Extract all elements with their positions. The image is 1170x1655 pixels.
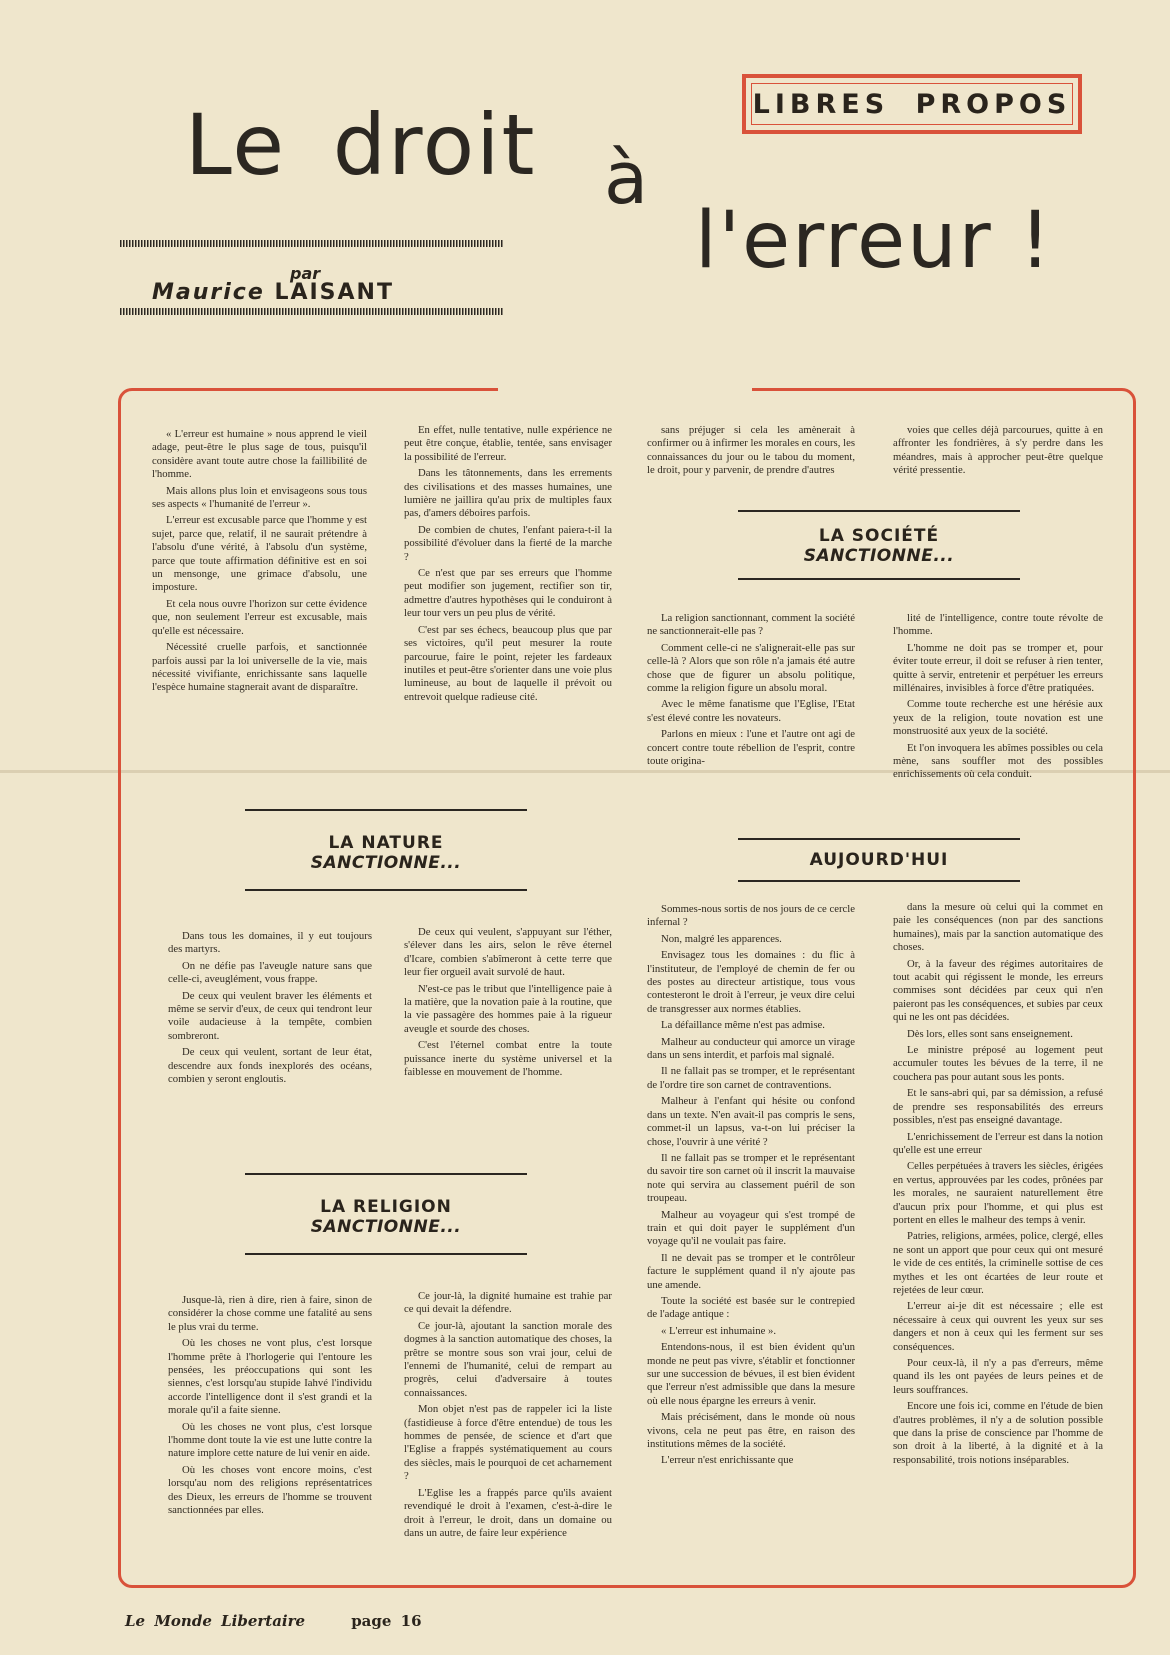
byline-par: par: [290, 264, 321, 283]
paragraph: Il ne devait pas se tromper et le contrôleur facture le supplément quand il n'y ajoute pas une amende.: [647, 1251, 855, 1291]
column-2-intro: [404, 424, 612, 707]
paragraph: lité de l'intelligence, contre toute révolte de l'homme.: [893, 612, 1103, 638]
heading-aujourdhui: AUJOURD'HUI: [738, 838, 1020, 882]
heading-religion: LA RELIGION SANCTIONNE...: [245, 1173, 527, 1255]
paragraph: Le ministre préposé au logement peut accumuler toutes les bévues de la terre, il ne couchera pas pour autant sous les ponts.: [893, 1044, 1103, 1083]
author-last-name: LAISANT: [274, 280, 394, 305]
column-3-aujourdhui: [647, 903, 855, 1471]
paragraph: En effet, nulle tentative, nulle expérience ne peut être conçue, établie, tentée, sans envisager la possibilité de l'erreur.: [404, 424, 612, 463]
paragraph: On ne défie pas l'aveugle nature sans que celle-ci, aveuglément, vous frappe.: [168, 959, 372, 986]
paragraph: Nécessité cruelle parfois, et sanctionnée parfois aussi par la loi universelle de la vie, mais nécessité vivifiante, enrichissante sans laquelle l'espèce humaine stagnerait avant de disparaître.: [152, 641, 367, 694]
author-first-name: Maurice: [152, 280, 265, 305]
paragraph: Malheur à l'enfant qui hésite ou confond dans un texte. N'en avait-il pas compris le sens, commet-il un lapsus, va-t-on lui préciser la chose, l'ouvrir à une vérité ?: [647, 1095, 855, 1148]
paragraph: Sommes-nous sortis de nos jours de ce cercle infernal ?: [647, 903, 855, 929]
column-2-nature: [404, 926, 612, 1082]
paragraph: Et l'on invoquera les abîmes possibles ou cela mène, sans souffler mot des possibles enrichissements où cela conduit.: [893, 741, 1103, 781]
paragraph: Entendons-nous, il est bien évident qu'un monde ne peut pas vivre, s'établir et fonctionner sur une succession de bévues, il est bien évident que l'erreur n'est admissible que dans la mesure où elle nous épargne les erreurs à venir.: [647, 1341, 855, 1407]
column-banner-text: LIBRES PROPOS: [751, 83, 1073, 125]
paragraph: Jusque-là, rien à dire, rien à faire, sinon de considérer la chose comme une fatalité au sens le plus vrai du terme.: [168, 1294, 372, 1333]
paragraph: La religion sanctionnant, comment la société ne sanctionnerait-elle pas ?: [647, 612, 855, 638]
paragraph: Mon objet n'est pas de rappeler ici la liste (fastidieuse à force d'être entendue) de tous les hommes de pensée, de science et d'art que l'Eglise a frappés systématiquement au cours des siècles, mais le pourquoi de cet acharnement ?: [404, 1403, 612, 1483]
heading-nature: LA NATURE SANCTIONNE...: [245, 809, 527, 891]
paragraph: Toute la société est basée sur le contrepied de l'adage antique :: [647, 1294, 855, 1321]
footer-publication: Le Monde Libertaire: [125, 1612, 306, 1630]
paragraph: L'Eglise les a frappés parce qu'ils avaient revendiqué le droit à l'examen, c'est-à-dire le droit à l'erreur, le droit, dans un domaine ou dans un autre, de faire leur expérience: [404, 1486, 612, 1539]
paragraph: Parlons en mieux : l'une et l'autre ont agi de concert contre toute rébellion de l'esprit, contre toute origina-: [647, 728, 855, 768]
paragraph: Pour ceux-là, il n'y a pas d'erreurs, même quand ils les ont payées de leurs peines et de leurs souffrances.: [893, 1357, 1103, 1396]
headline-line2: l'erreur !: [695, 196, 1053, 286]
paragraph: Ce jour-là, la dignité humaine est trahie par ce qui devait la défendre.: [404, 1290, 612, 1316]
column-1-intro: [152, 428, 367, 698]
column-banner: [742, 74, 1082, 134]
column-1-religion: [168, 1294, 372, 1521]
paragraph: Et cela nous ouvre l'horizon sur cette évidence que, non seulement l'erreur est excusable, mais qu'elle est nécessaire.: [152, 597, 367, 637]
paragraph: Envisagez tous les domaines : du flic à l'instituteur, de l'employé de chemin de fer ou des postes au directeur artistique, tous vous contesteront le droit à l'erreur, je veux dire celui de transgresser aux normes établies.: [647, 949, 855, 1015]
paragraph: C'est par ses échecs, beaucoup plus que par ses victoires, qu'il peut mesurer la route parcourue, faire le point, rejeter les fardeaux inutiles et peut-être s'orienter dans une voie plus lumineuse, au bout de laquelle il prévoit ou entrevoit quelque radieuse cité.: [404, 623, 612, 703]
paragraph: Non, malgré les apparences.: [661, 932, 782, 945]
column-4-aujourdhui: [893, 901, 1103, 1470]
page-footer: [125, 1612, 422, 1630]
paragraph: voies que celles déjà parcourues, quitte à en affronter les fondrières, à s'y perdre dans les méandres, mais à approcher peut-être quelque vérité pressentie.: [893, 424, 1103, 477]
column-1-nature: [168, 930, 372, 1089]
paragraph: « L'erreur est inhumaine ».: [661, 1324, 776, 1337]
paragraph: Dans les tâtonnements, dans les errements des civilisations et des masses humaines, une lumière ne jaillira qu'au prix de multiples faux pas, d'amers déboires parfois.: [404, 467, 612, 520]
paragraph: Avec le même fanatisme que l'Eglise, l'Etat s'est élevé contre les novateurs.: [647, 698, 855, 724]
column-4-societe: [893, 612, 1103, 785]
paragraph: Mais précisément, dans le monde où nous vivons, cela ne peut pas être, en raison des institutions mêmes de la société.: [647, 1411, 855, 1451]
paragraph: Celles perpétuées à travers les siècles, érigées en vertus, approuvées par les codes, prônées par les morales, ne sauraient naturellement être d'aucun prix pour l'homme, et qui plus est portent en elles le malheur des temps à venir.: [893, 1160, 1103, 1226]
paragraph: C'est l'éternel combat entre la toute puissance inerte du système universel et la faiblesse en mouvement de l'homme.: [404, 1039, 612, 1079]
paragraph: Comment celle-ci ne s'alignerait-elle pas sur celle-là ? Alors que son rôle n'a jamais été autre chose que de figurer un absolu politique, comme la religion figure un absolu moral.: [647, 641, 855, 695]
footer-page-number: page 16: [351, 1612, 422, 1630]
paragraph: Où les choses vont encore moins, c'est lorsqu'au nom des religions représentatrices des Dieux, les erreurs de l'homme se trouvent sanctionnées par elles.: [168, 1463, 372, 1517]
paragraph: L'erreur est excusable parce que l'homme y est sujet, parce que, relatif, il ne saurait prétendre à l'absolu d'une vérité, à l'absolu d'un système, parce que toute affirmation définitive est en soi un mensonge, une grimace d'absolu, une imposture.: [152, 514, 367, 594]
paragraph: Patries, religions, armées, police, clergé, elles ne sont un apport que pour ceux qui ont mesuré le vide de ces entités, la criminelle sottise de ces mythes et les ont écartées de leur route et rejetées de leur cœur.: [893, 1230, 1103, 1296]
paragraph: De ceux qui veulent, sortant de leur état, descendre aux fonds inexplorés des océans, combien y seront engloutis.: [168, 1046, 372, 1086]
paragraph: Ce n'est que par ses erreurs que l'homme peut modifier son jugement, rectifier son tir, admettre d'autres hypothèses qui le conduiront à leur tour vers un peu plus de vérité.: [404, 567, 612, 620]
column-4-intro: [893, 424, 1103, 481]
paragraph: Où les choses ne vont plus, c'est lorsque l'homme prête à l'horlogerie qui l'entoure les pensées, les préoccupations qui sont les siennes, c'est lorsqu'au stupide Iahvé l'individu accorde l'intelligence dont il s'est grandi et la morale qu'il a faite sienne.: [168, 1337, 372, 1417]
byline-author: [152, 280, 394, 305]
heading-societe: LA SOCIÉTÉ SANCTIONNE...: [738, 510, 1020, 580]
paragraph: De combien de chutes, l'enfant paiera-t-il la possibilité d'évoluer dans la fierté de la marche ?: [404, 523, 612, 563]
paragraph: Encore une fois ici, comme en l'étude de bien d'autres problèmes, il n'y a de solution possible que dans la prise de conscience par l'homme de son droit à la liberté, à la dignité et à la responsabilité, trois notions inséparables.: [893, 1400, 1103, 1466]
paragraph: N'est-ce pas le tribut que l'intelligence paie à la matière, que la novation paie à la routine, que la vie passagère des hommes paie à la rigueur aveugle et sourde des choses.: [404, 982, 612, 1035]
paragraph: La défaillance même n'est pas admise.: [661, 1019, 825, 1032]
paragraph: Dès lors, elles sont sans enseignement.: [907, 1027, 1073, 1040]
paragraph: dans la mesure où celui qui la commet en paie les conséquences (non par des sanctions humaines), mais par la sanction automatique des choses.: [893, 901, 1103, 954]
paragraph: Comme toute recherche est une hérésie aux yeux de la religion, toute novation est une monstruosité aux yeux de la société.: [893, 698, 1103, 738]
paragraph: Malheur au voyageur qui s'est trompé de train et qui doit payer le supplément d'un voyage qu'il ne voulait pas faire.: [647, 1208, 855, 1248]
paragraph: Ce jour-là, ajoutant la sanction morale des dogmes à la sanction automatique des choses, la prêtre se montre sous son vrai jour, celui de l'ennemi de l'humanité, celui de rempart au progrès, celui d'adversaire à toutes connaissances.: [404, 1319, 612, 1399]
paragraph: De ceux qui veulent braver les éléments et même se servir d'eux, de ceux qui tendront leur voile audacieuse à la tempête, combien sombreront.: [168, 989, 372, 1042]
column-3-intro: [647, 424, 855, 481]
paragraph: Or, à la faveur des régimes autoritaires de tout acabit qui régissent le monde, les erreurs commises sont décidées par ceux qui n'en paieront pas les conséquences, et subies par ceux qui ne les ont pas décidées.: [893, 957, 1103, 1024]
paragraph: Malheur au conducteur qui amorce un virage dans un sens interdit, et parfois mal signalé.: [647, 1035, 855, 1062]
paragraph: « L'erreur est humaine » nous apprend le vieil adage, peut-être le plus sage de tous, puisqu'il considère avant toute autre chose la faillibilité de l'homme.: [152, 428, 367, 481]
paragraph: L'erreur n'est enrichissante que: [661, 1454, 794, 1467]
paragraph: sans préjuger si cela les amènerait à confirmer ou à infirmer les morales en cours, les connaissances du jour ou le tabou du moment, le droit, pour y parvenir, de prendre d'autres: [647, 424, 855, 477]
paragraph: Où les choses ne vont plus, c'est lorsque l'homme dont toute la vie est une lutte contre la nature implore cette nature de lui venir en aide.: [168, 1420, 372, 1460]
headline-line1: Le droit: [185, 96, 537, 194]
byline-rule-top: [120, 240, 503, 247]
paragraph: Dans tous les domaines, il y eut toujours des martyrs.: [168, 930, 372, 956]
paragraph: L'enrichissement de l'erreur est dans la notion qu'elle est une erreur: [893, 1130, 1103, 1156]
column-3-societe: [647, 612, 855, 771]
headline-a: à: [604, 136, 649, 220]
column-2-religion: [404, 1290, 612, 1543]
paragraph: L'homme ne doit pas se tromper et, pour éviter toute erreur, il doit se refuser à rien tenter, quitte à servir, entretenir et perpétuer les erreurs millénaires, invisibles à force d'être pratiquées.: [893, 641, 1103, 695]
paragraph: Il ne fallait pas se tromper et le représentant du savoir tire son carnet où il inscrit la mauvaise note qui servira au classement puéril de son troupeau.: [647, 1151, 855, 1205]
paragraph: Mais allons plus loin et envisageons sous tous ses aspects « l'humanité de l'erreur ».: [152, 484, 367, 511]
paragraph: De ceux qui veulent, s'appuyant sur l'éther, s'élever dans les airs, selon le rêve éternel d'Icare, combien s'abîmeront à cette terre que leur fier orgueil avait survolé de haut.: [404, 926, 612, 979]
paragraph: Il ne fallait pas se tromper, et le représentant de l'ordre tire son carnet de contraventions.: [647, 1065, 855, 1091]
paragraph: Et le sans-abri qui, par sa démission, a refusé de prendre ses responsabilités des erreurs possibles, n'est pas enseigné davantage.: [893, 1087, 1103, 1127]
byline-rule-bottom: [120, 308, 503, 315]
paragraph: L'erreur ai-je dit est nécessaire ; elle est nécessaire à ceux qui ouvrent les yeux sur ses dangers et non à ceux qui les ferment sur ses conséquences.: [893, 1300, 1103, 1353]
